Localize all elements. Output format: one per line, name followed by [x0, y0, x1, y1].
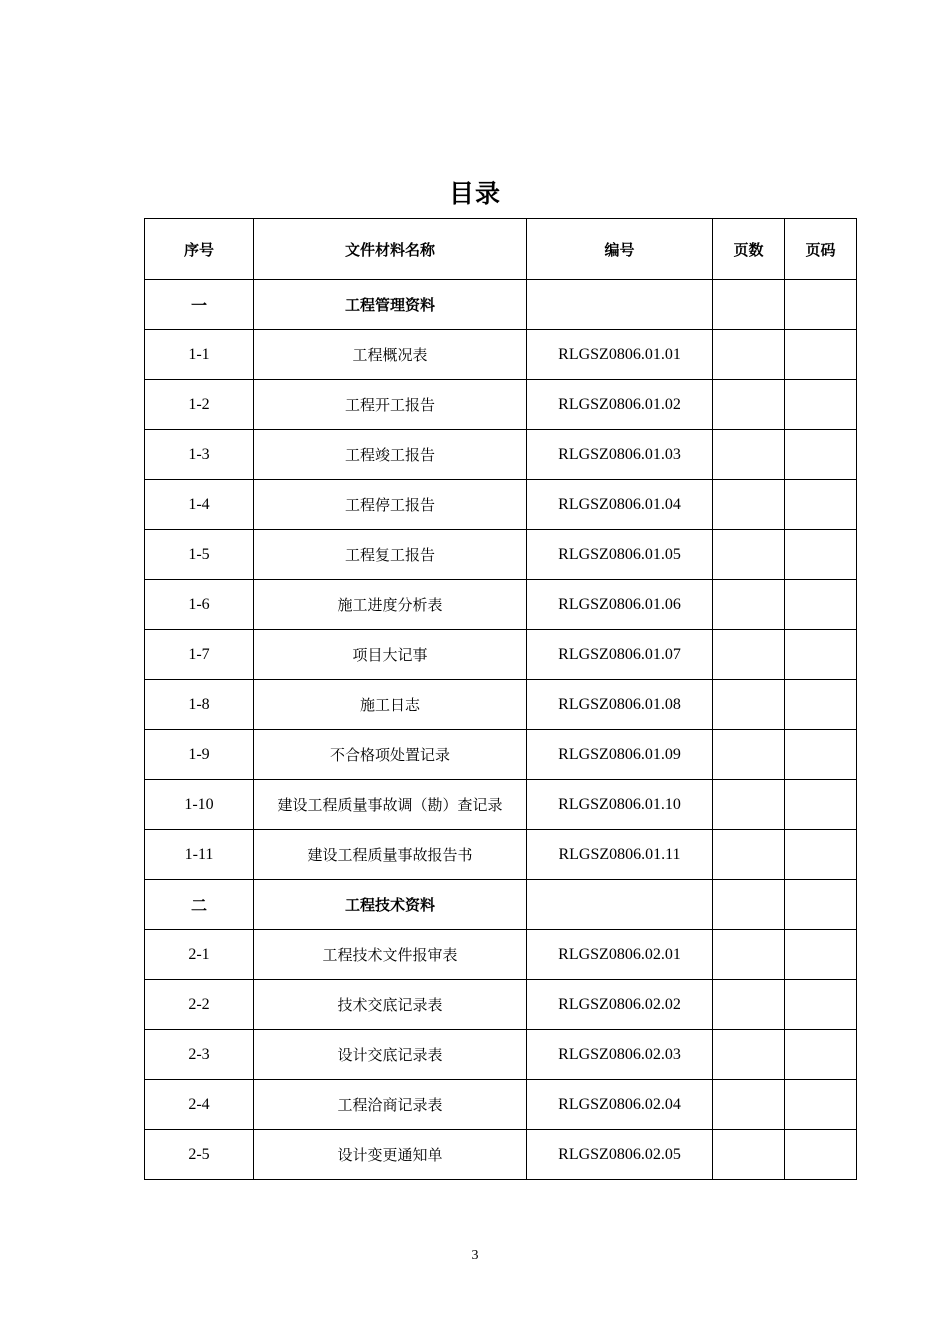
cell-page-no: [785, 580, 857, 630]
page-number: 3: [471, 1248, 479, 1263]
cell-code: RLGSZ0806.01.05: [527, 530, 713, 580]
cell-name: 技术交底记录表: [254, 980, 527, 1030]
cell-seq: 二: [145, 880, 254, 930]
table-row: [145, 1030, 857, 1080]
cell-seq: 2-1: [145, 930, 254, 980]
cell-pages: [713, 830, 785, 880]
table-body: [145, 280, 857, 1180]
cell-page-no: [785, 430, 857, 480]
cell-code: RLGSZ0806.01.03: [527, 430, 713, 480]
cell-code: RLGSZ0806.01.08: [527, 680, 713, 730]
cell-code: RLGSZ0806.01.09: [527, 730, 713, 780]
cell-code: RLGSZ0806.02.02: [527, 980, 713, 1030]
cell-pages: [713, 1080, 785, 1130]
table-row: [145, 1130, 857, 1180]
cell-seq: 2-2: [145, 980, 254, 1030]
cell-seq: 1-11: [145, 830, 254, 880]
cell-code: RLGSZ0806.02.03: [527, 1030, 713, 1080]
cell-code: RLGSZ0806.02.01: [527, 930, 713, 980]
table-row: [145, 430, 857, 480]
table-row: [145, 680, 857, 730]
cell-pages: [713, 330, 785, 380]
page-title: 目录: [448, 179, 501, 208]
cell-name: 建设工程质量事故报告书: [254, 830, 527, 880]
cell-seq: 2-5: [145, 1130, 254, 1180]
cell-pages: [713, 880, 785, 930]
header-seq: 序号: [145, 219, 254, 280]
table-row: [145, 630, 857, 680]
cell-name: 设计变更通知单: [254, 1130, 527, 1180]
section-row: [145, 280, 857, 330]
cell-code: RLGSZ0806.01.01: [527, 330, 713, 380]
cell-seq: 1-7: [145, 630, 254, 680]
cell-code: [527, 880, 713, 930]
cell-code: RLGSZ0806.02.04: [527, 1080, 713, 1130]
cell-page-no: [785, 930, 857, 980]
cell-page-no: [785, 780, 857, 830]
cell-pages: [713, 380, 785, 430]
cell-code: RLGSZ0806.01.04: [527, 480, 713, 530]
cell-pages: [713, 680, 785, 730]
cell-seq: 1-10: [145, 780, 254, 830]
header-pages: 页数: [713, 219, 785, 280]
cell-page-no: [785, 380, 857, 430]
table-row: [145, 780, 857, 830]
cell-seq: 1-9: [145, 730, 254, 780]
cell-page-no: [785, 880, 857, 930]
cell-name: 工程管理资料: [254, 280, 527, 330]
table-row: [145, 1080, 857, 1130]
cell-page-no: [785, 980, 857, 1030]
header-page-no: 页码: [785, 219, 857, 280]
header-code: 编号: [527, 219, 713, 280]
header-name: 文件材料名称: [254, 219, 527, 280]
cell-name: 建设工程质量事故调（勘）查记录: [254, 780, 527, 830]
cell-pages: [713, 930, 785, 980]
cell-pages: [713, 280, 785, 330]
cell-name: 工程复工报告: [254, 530, 527, 580]
table-row: [145, 830, 857, 880]
table-row: [145, 480, 857, 530]
cell-pages: [713, 630, 785, 680]
table-row: [145, 530, 857, 580]
cell-code: RLGSZ0806.01.10: [527, 780, 713, 830]
cell-seq: 1-2: [145, 380, 254, 430]
cell-pages: [713, 730, 785, 780]
cell-page-no: [785, 1030, 857, 1080]
cell-seq: 一: [145, 280, 254, 330]
table-row: [145, 980, 857, 1030]
cell-page-no: [785, 530, 857, 580]
cell-seq: 1-3: [145, 430, 254, 480]
cell-seq: 2-3: [145, 1030, 254, 1080]
cell-page-no: [785, 730, 857, 780]
cell-pages: [713, 780, 785, 830]
cell-name: 设计交底记录表: [254, 1030, 527, 1080]
table-row: [145, 730, 857, 780]
cell-code: [527, 280, 713, 330]
cell-name: 工程停工报告: [254, 480, 527, 530]
cell-pages: [713, 1130, 785, 1180]
table-row: [145, 930, 857, 980]
cell-name: 工程技术资料: [254, 880, 527, 930]
cell-code: RLGSZ0806.01.11: [527, 830, 713, 880]
cell-seq: 2-4: [145, 1080, 254, 1130]
cell-seq: 1-4: [145, 480, 254, 530]
cell-page-no: [785, 280, 857, 330]
table-of-contents: [144, 218, 857, 1180]
cell-name: 工程开工报告: [254, 380, 527, 430]
cell-pages: [713, 480, 785, 530]
cell-name: 项目大记事: [254, 630, 527, 680]
table-row: [145, 580, 857, 630]
cell-name: 工程洽商记录表: [254, 1080, 527, 1130]
cell-name: 工程概况表: [254, 330, 527, 380]
cell-page-no: [785, 1080, 857, 1130]
cell-name: 工程竣工报告: [254, 430, 527, 480]
table-row: [145, 380, 857, 430]
cell-seq: 1-8: [145, 680, 254, 730]
header-row: [145, 219, 857, 280]
cell-seq: 1-5: [145, 530, 254, 580]
table-row: [145, 330, 857, 380]
cell-code: RLGSZ0806.01.07: [527, 630, 713, 680]
cell-pages: [713, 980, 785, 1030]
cell-pages: [713, 430, 785, 480]
cell-page-no: [785, 630, 857, 680]
cell-name: 不合格项处置记录: [254, 730, 527, 780]
cell-seq: 1-1: [145, 330, 254, 380]
cell-name: 施工进度分析表: [254, 580, 527, 630]
cell-code: RLGSZ0806.01.02: [527, 380, 713, 430]
cell-page-no: [785, 680, 857, 730]
cell-name: 施工日志: [254, 680, 527, 730]
cell-code: RLGSZ0806.01.06: [527, 580, 713, 630]
cell-pages: [713, 580, 785, 630]
cell-pages: [713, 530, 785, 580]
cell-seq: 1-6: [145, 580, 254, 630]
cell-page-no: [785, 480, 857, 530]
cell-code: RLGSZ0806.02.05: [527, 1130, 713, 1180]
cell-page-no: [785, 1130, 857, 1180]
cell-pages: [713, 1030, 785, 1080]
cell-page-no: [785, 330, 857, 380]
cell-page-no: [785, 830, 857, 880]
cell-name: 工程技术文件报审表: [254, 930, 527, 980]
section-row: [145, 880, 857, 930]
